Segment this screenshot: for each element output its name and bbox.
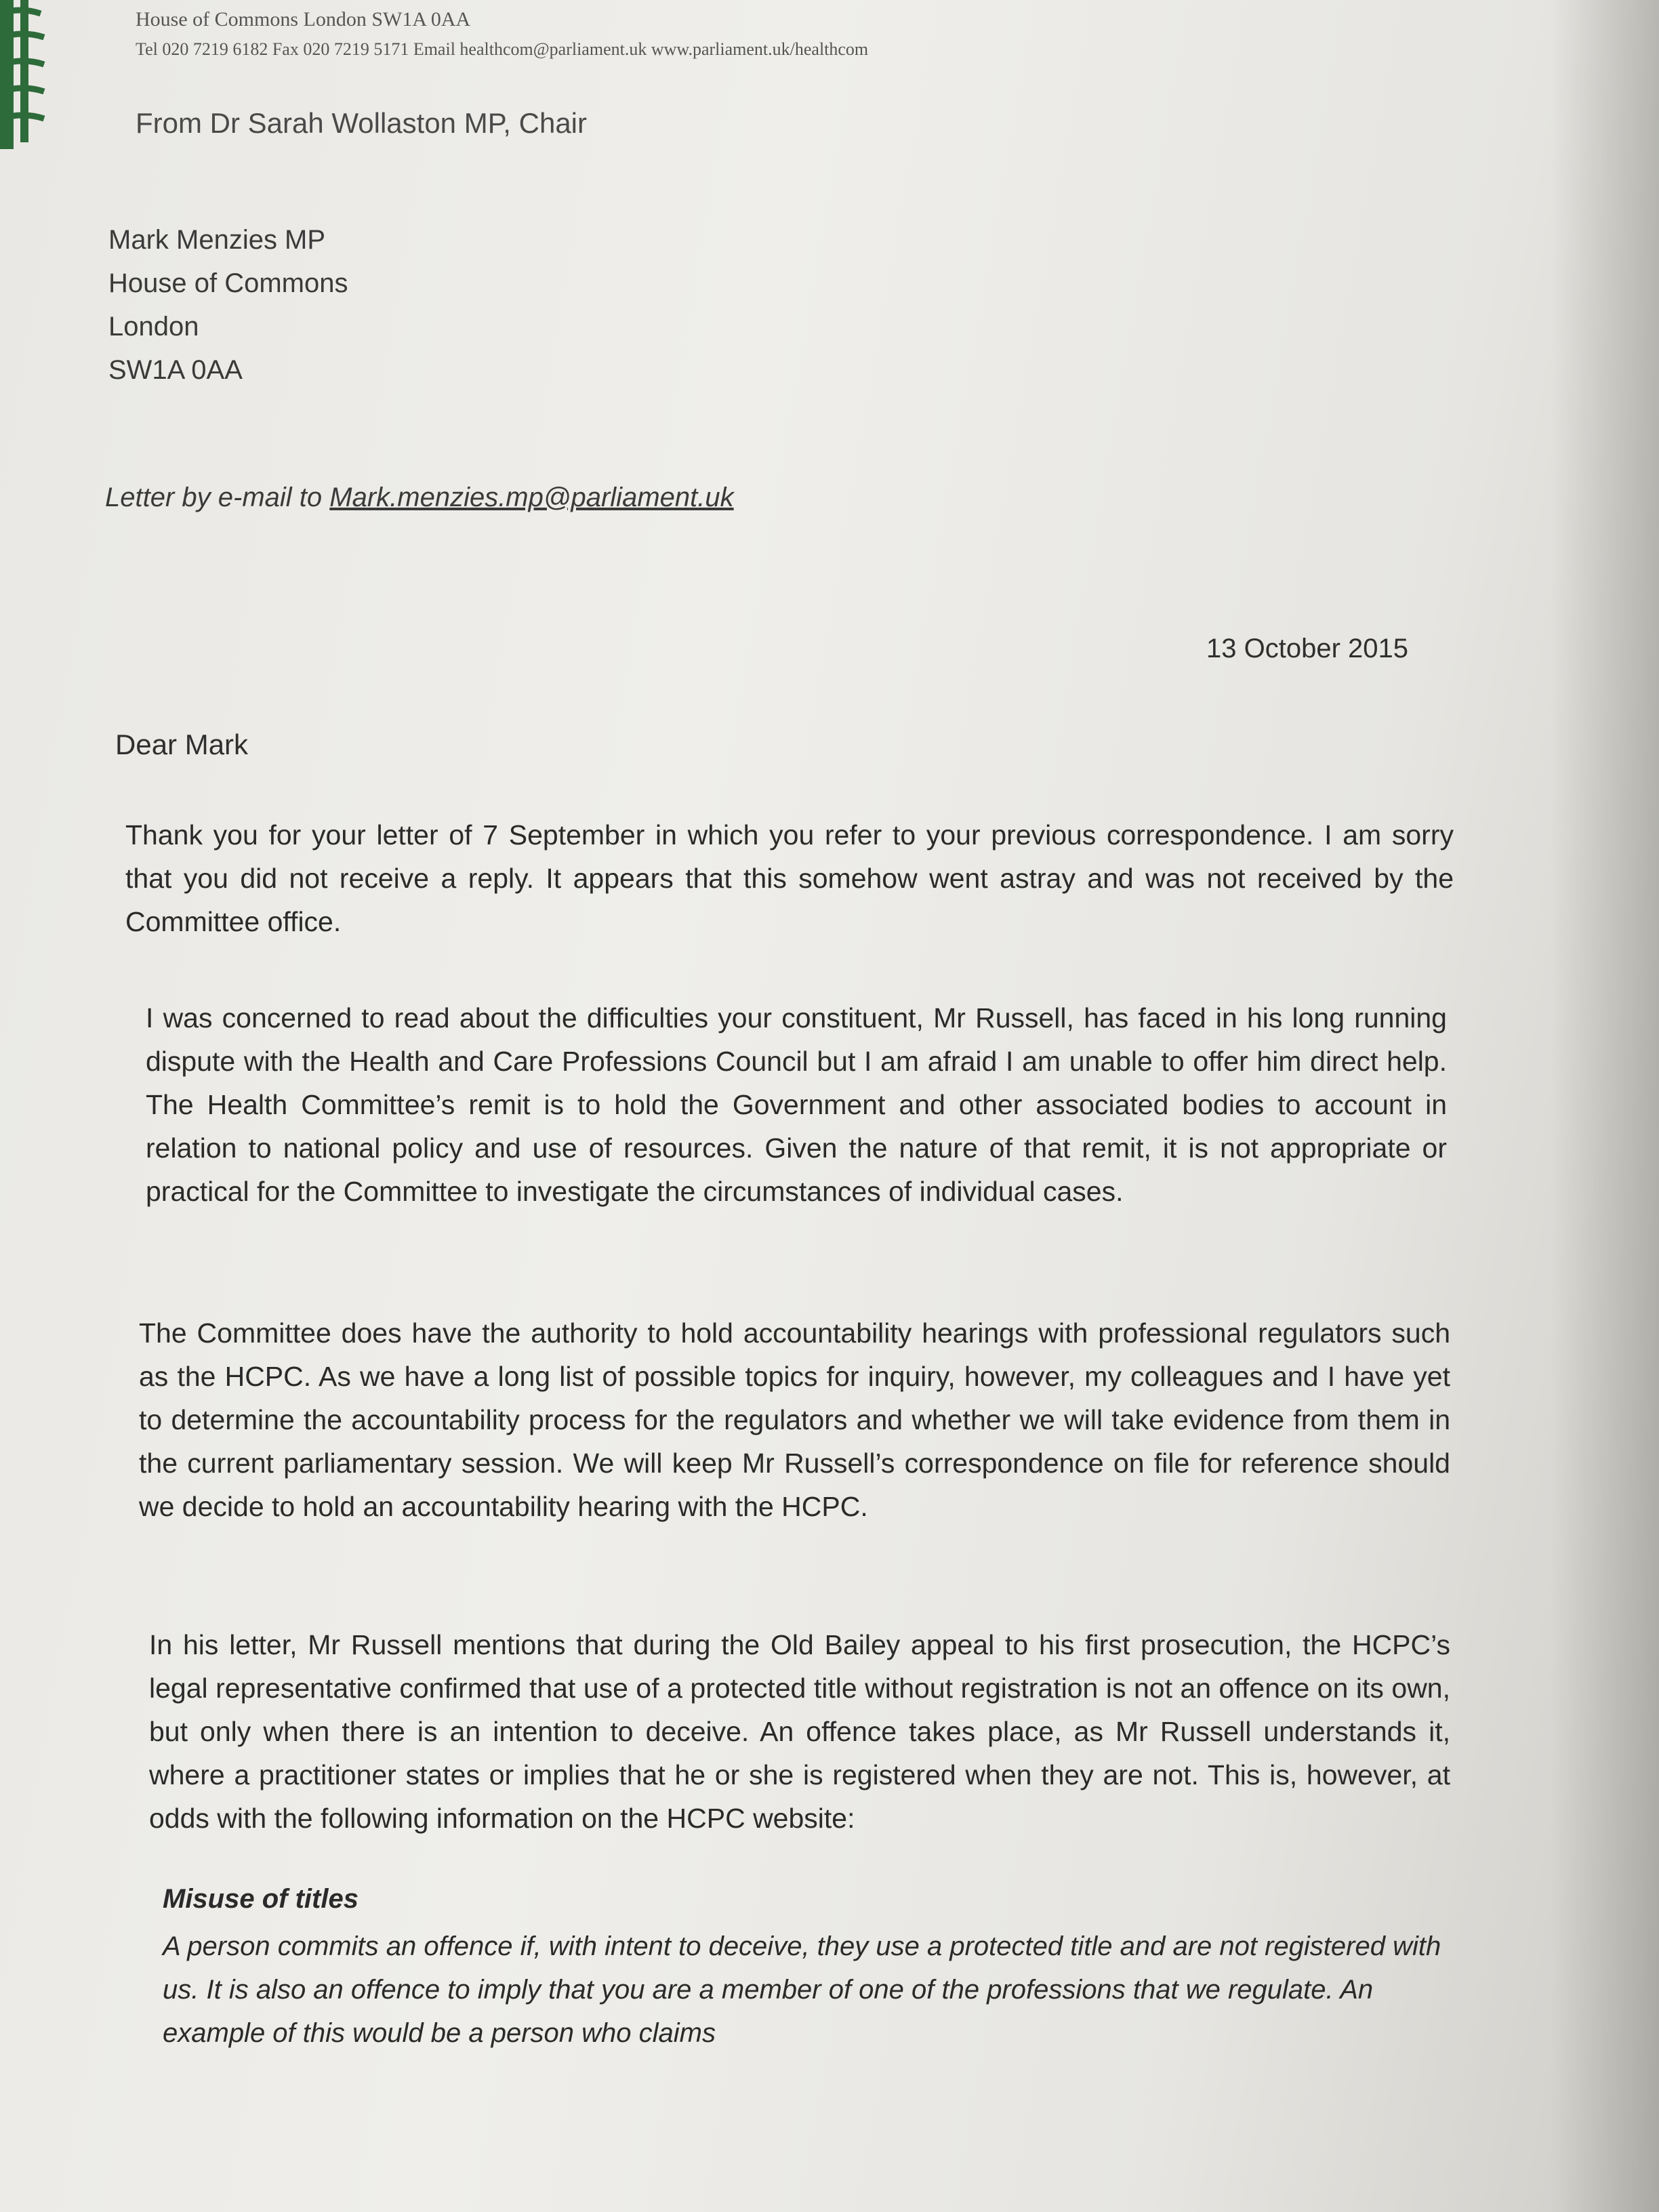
header-contact: Tel 020 7219 6182 Fax 020 7219 5171 Email healthcom@parliament.uk www.parliament.uk/healthcom — [136, 39, 869, 59]
recipient-city: London — [108, 312, 199, 342]
recipient-line2: House of Commons — [108, 268, 348, 298]
header-from: From Dr Sarah Wollaston MP, Chair — [136, 107, 587, 139]
paragraph-4: In his letter, Mr Russell mentions that during the Old Bailey appeal to his first prosecution, the HCPC’s legal representative confirmed that use of a protected title without registration is not an offence on its own, but only when there is an intention to deceive. An offence takes place, as Mr Russell understands it, where a practitioner states or implies that he or she is registered when they are not. This is, however, at odds with the following information on the HCPC website: — [149, 1629, 1450, 1834]
quote-title: Misuse of titles — [163, 1884, 359, 1914]
letter-date: 13 October 2015 — [1206, 634, 1408, 663]
paragraph-1: Thank you for your letter of 7 September in which you refer to your previous correspondence. I am sorry that you did not receive a reply. It appears that this somehow went astray and was not received by the Committee office. — [125, 819, 1454, 937]
recipient-name: Mark Menzies MP — [108, 225, 326, 255]
edge-shadow — [1551, 0, 1659, 2212]
quote-body: A person commits an offence if, with intent to deceive, they use a protected title and are not registered with us. It is also an offence to imply that you are a member of one of the professions that we regulate. An example of this would be a person who claims — [163, 1931, 1441, 2048]
header-address: House of Commons London SW1A 0AA — [136, 8, 471, 30]
paragraph-3: The Committee does have the authority to hold accountability hearings with professional regulators such as the HCPC. As we have a long list of possible topics for inquiry, however, my colleagues and I have yet to determine the accountability process for the regulators and whether we will take evidence from them in the current parliamentary session. We will keep Mr Russell’s correspondence on file for reference should we decide to hold an accountability hearing with the HCPC. — [139, 1317, 1450, 1522]
salutation: Dear Mark — [115, 729, 249, 760]
recipient-address — [108, 218, 348, 392]
email-link[interactable]: Mark.menzies.mp@parliament.uk — [329, 483, 734, 512]
recipient-postcode: SW1A 0AA — [108, 355, 243, 385]
delivery-line — [105, 483, 734, 513]
portcullis-crest-icon — [0, 0, 54, 149]
paragraph-2: I was concerned to read about the difficulties your constituent, Mr Russell, has faced in his long running dispute with the Health and Care Professions Council but I am afraid I am unable to offer him direct help. The Health Committee’s remit is to hold the Government and other associated bodies to account in relation to national policy and use of resources. Given the nature of that remit, it is not appropriate or practical for the Committee to investigate the circumstances of individual cases. — [146, 1002, 1447, 1207]
delivery-prefix: Letter by e-mail to — [105, 483, 330, 512]
